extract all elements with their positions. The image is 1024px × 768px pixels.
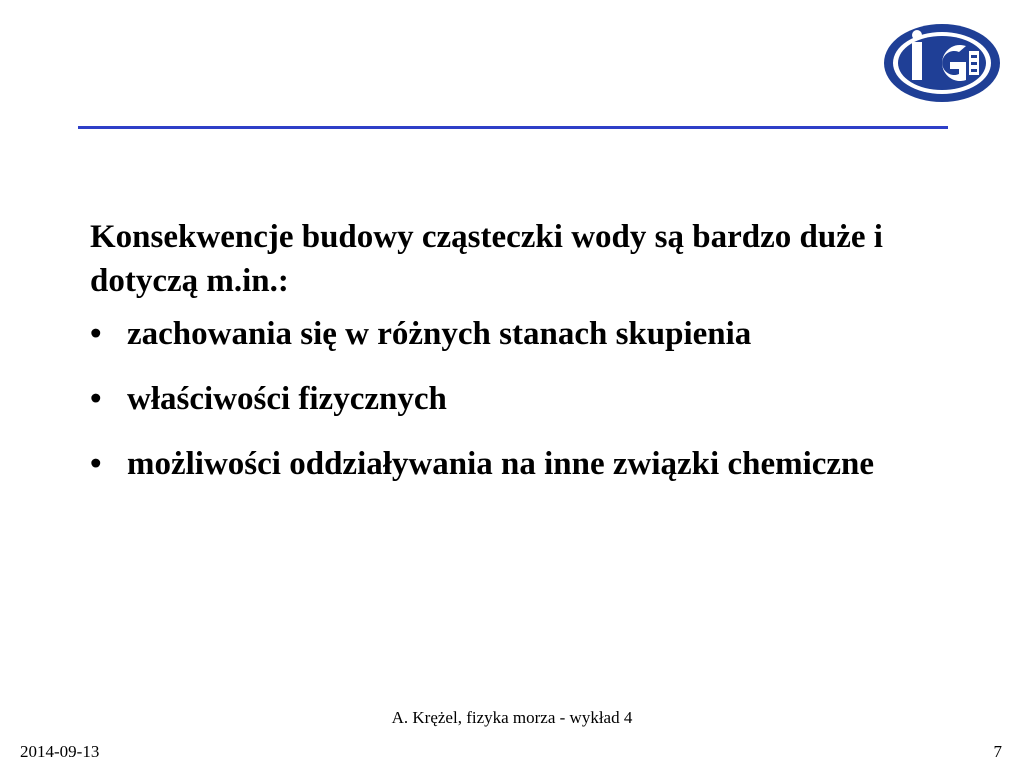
header-divider <box>78 126 948 129</box>
slide-body <box>90 215 950 507</box>
bullet-text: zachowania się w różnych stanach skupienia <box>127 316 752 352</box>
footer-caption: A. Krężel, fizyka morza - wykład 4 <box>391 708 633 727</box>
bullet-list <box>90 312 950 486</box>
bullet-item <box>90 377 950 421</box>
intro-text: Konsekwencje budowy cząsteczki wody są bardzo duże i dotyczą m.in.: <box>90 219 883 299</box>
bullet-dot: • <box>90 316 102 352</box>
bullet-dot: • <box>90 446 102 482</box>
footer-date: 2014-09-13 <box>20 742 100 761</box>
bullet-text: właściwości fizycznych <box>127 381 447 417</box>
page-number: 7 <box>993 742 1002 761</box>
institution-logo-icon <box>882 22 1002 104</box>
bullet-item <box>90 312 950 356</box>
bullet-dot: • <box>90 381 102 417</box>
bullet-text: możliwości oddziaływania na inne związki chemiczne <box>127 446 875 482</box>
bullet-item <box>90 442 950 486</box>
